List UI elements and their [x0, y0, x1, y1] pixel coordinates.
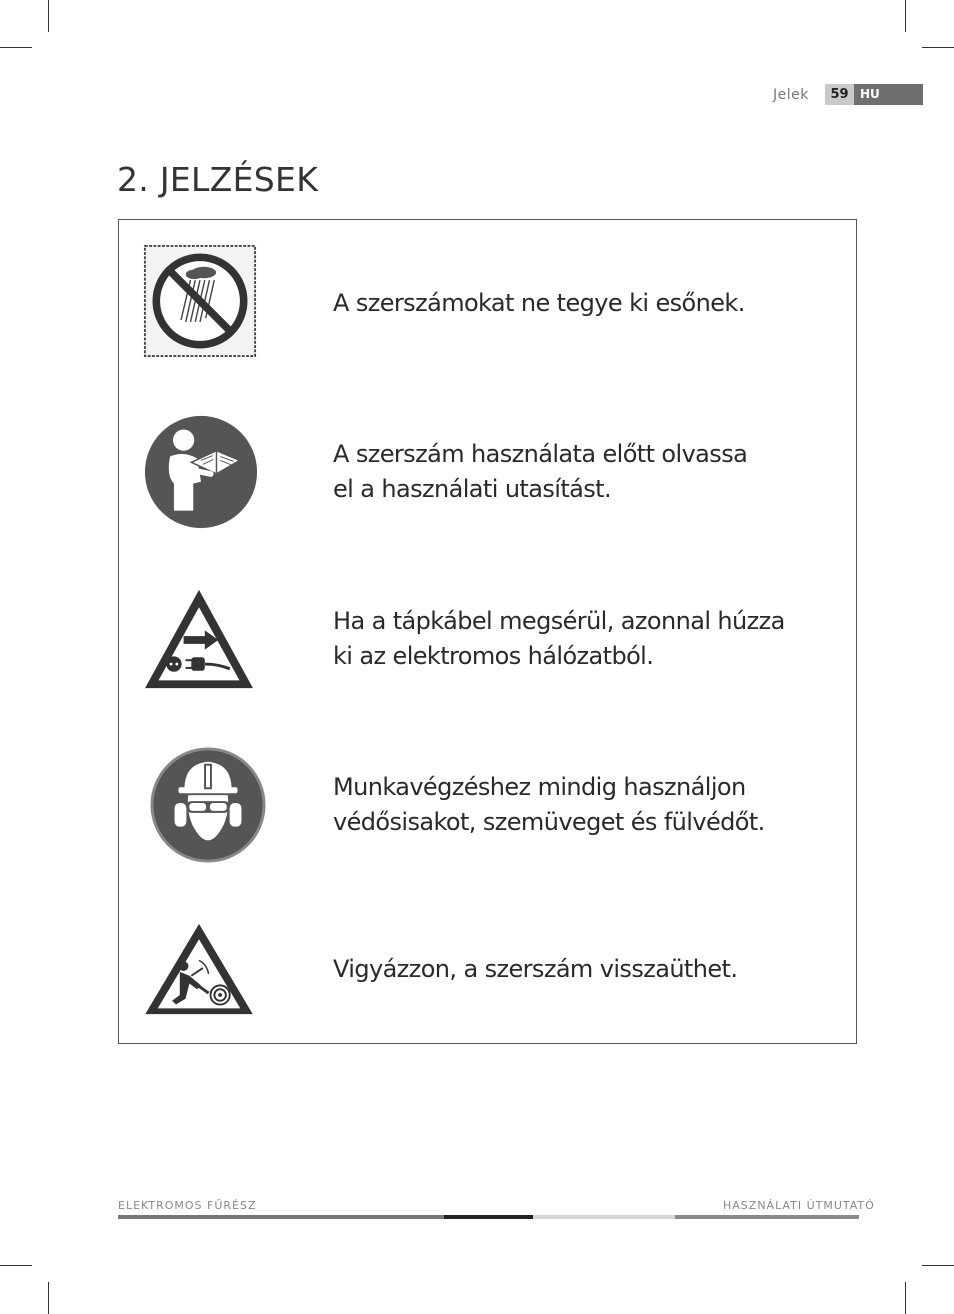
page-number: 59: [825, 84, 854, 105]
footer-document-type: HASZNÁLATI ÚTMUTATÓ: [723, 1199, 875, 1212]
crop-mark: [922, 47, 954, 48]
symbol-text-line: Ha a tápkábel megsérül, azonnal húzza: [333, 607, 785, 635]
crop-mark: [0, 47, 32, 48]
symbol-text-line: el a használati utasítást.: [333, 475, 611, 503]
symbols-table: [118, 219, 857, 1044]
language-code: HU: [854, 84, 923, 105]
symbol-description: [333, 437, 747, 507]
symbol-text-line: Munkavégzéshez mindig használjon: [333, 773, 746, 801]
symbol-description: [333, 952, 737, 987]
kickback-warning-icon: [141, 922, 257, 1018]
no-rain-icon: [143, 244, 257, 358]
page-badge: [825, 84, 923, 105]
crop-mark: [905, 0, 906, 32]
footer-divider: [118, 1215, 859, 1219]
symbol-description: [333, 286, 745, 321]
symbol-text-line: A szerszámokat ne tegye ki esőnek.: [333, 289, 745, 317]
protective-gear-icon: [149, 746, 267, 864]
footer-product-name: ELEKTROMOS FŰRÉSZ: [118, 1199, 257, 1212]
symbol-description: [333, 604, 785, 674]
header-section-label: Jelek: [773, 87, 809, 103]
crop-mark: [905, 1282, 906, 1314]
symbol-text-line: védősisakot, szemüveget és fülvédőt.: [333, 808, 765, 836]
page-title: 2. JELZÉSEK: [117, 160, 319, 199]
read-manual-icon: [143, 414, 259, 530]
crop-mark: [48, 0, 49, 32]
symbol-text-line: Vigyázzon, a szerszám visszaüthet.: [333, 955, 738, 983]
crop-mark: [48, 1282, 49, 1314]
crop-mark: [0, 1265, 32, 1266]
unplug-warning-icon: [141, 586, 257, 692]
symbol-text-line: ki az elektromos hálózatból.: [333, 642, 654, 670]
symbol-text-line: A szerszám használata előtt olvassa: [333, 440, 748, 468]
symbol-description: [333, 770, 765, 840]
crop-mark: [922, 1265, 954, 1266]
